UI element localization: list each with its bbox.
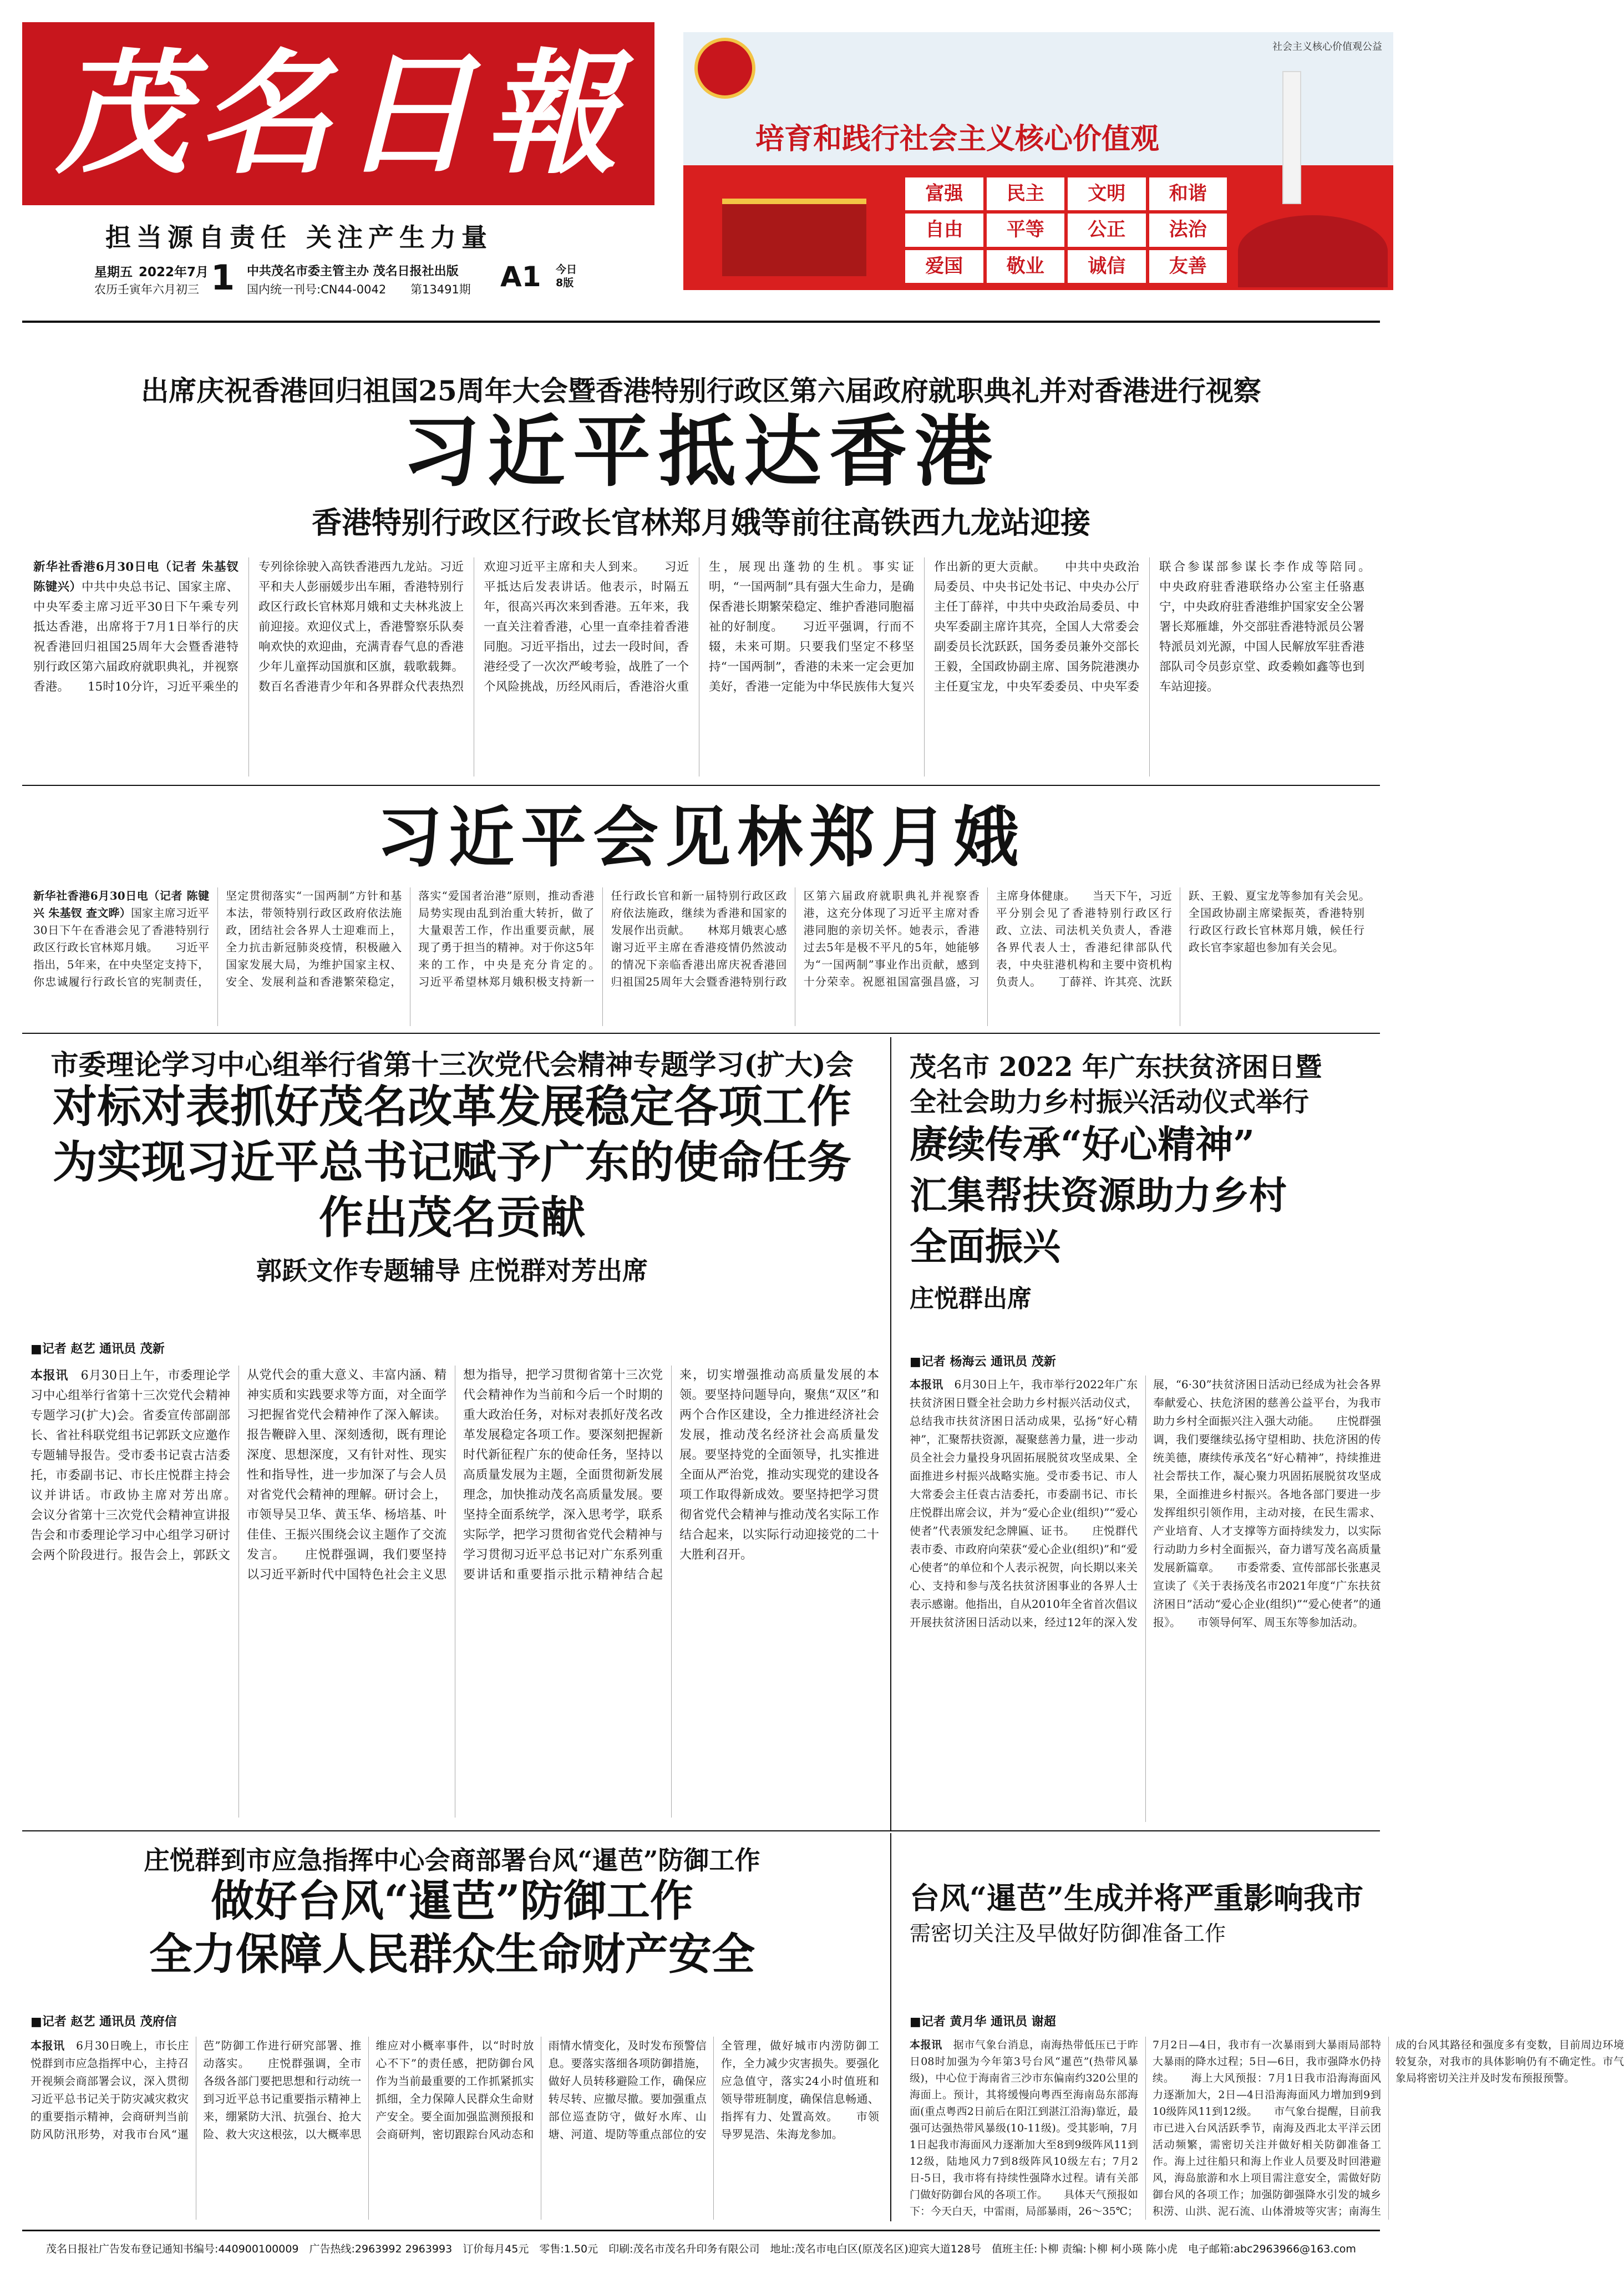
story2-body [33,887,1387,1026]
masthead-dateline [94,257,688,300]
story3-text: 6月30日上午，市委理论学习中心组举行省第十三次党代会精神专题学习(扩大)会。省委宣传部副部长、省社科联党组书记郭跃文应邀作专题辅导报告。受市委书记袁古洁委托，市委副书记、市长庄悦群主持会议并讲话。市政协主席对芳出席。 会议分省第十三次党代会精神宣讲报告会和市委理论学习中心组学习研讨会两个阶段进行。报告会上，郭跃文从党代会的重大意义、丰富内涵、精神实质和实践要求等方面，对全面学习把握省党代会精神作了深入解读。报告鞭辟入里、深刻透彻，既有理论深度、思想深度，又有针对性、现实性和指导性，进一步加深了与会人员对省党代会精神的理解。研讨会上，市领导吴卫华、黄玉华、杨培基、叶佳佳、王振兴围绕会议主题作了交流发言。 庄悦群强调，我们要坚持以习近平新时代中国特色社会主义思想为指导，把学习贯彻省第十三次党代会精神作为当前和今后一个时期的重大政治任务，对标对表抓好茂名改革发展稳定各项工作。要深刻把握新时代新征程广东的使命任务，坚持以高质量发展为主题，全面贯彻新发展理念，加快推动茂名高质量发展。要坚持全面系统学，深入思考学，联系实际学，把学习贯彻省党代会精神与学习贯彻习近平总书记对广东系列重要讲话和重要指示批示精神结合起来，切实增强推动高质量发展的本领。要坚持问题导向，聚焦“双区”和两个合作区建设，全力推进经济社会发展，推动茂名经济社会高质量发展。要坚持党的全面领导，扎实推进全面从严治党，推动实现党的建设各项工作取得新成效。要坚持把学习贯彻省党代会精神与推动茂名实际工作结合起来，以实际行动迎接党的二十大胜利召开。 [31,1368,879,1582]
section-rule [22,1033,1380,1034]
story3-byline: ■记者 赵艺 通讯员 茂新 [31,1342,165,1356]
masthead-rule [22,321,1380,323]
issue-number: 第13491期 [410,283,471,296]
issue-day: 1 [211,257,235,298]
story5-headline-line2: 全力保障人民群众生命财产安全 [149,1929,755,1980]
story5-text: 6月30日晚上，市长庄悦群到市应急指挥中心，主持召开视频会商部署会议，深入贯彻习近平总书记关于防灾减灾救灾的重要指示精神，会商研判当前防风防汛形势，对我市台风“暹芭”防御工作进行研究部署、推动落实。 庄悦群强调，全市各级各部门要把思想和行动统一到习近平总书记重要指示精神上来，绷紧防大汛、抗强台、抢大险、救大灾这根弦，以大概率思维应对小概率事件，以“时时放心不下”的责任感，把防御台风作为当前最重要的工作抓紧抓实抓细，全力保障人民群众生命财产安全。要全面加强监测预报和会商研判，密切跟踪台风动态和雨情水情变化，及时发布预警信息。要落实落细各项防御措施，做好人员转移避险工作，确保应转尽转、应撤尽撤。要加强重点部位巡查防守，做好水库、山塘、河道、堤防等重点部位的安全管理，做好城市内涝防御工作，全力减少灾害损失。要强化应急值守，落实24小时值班和领导带班制度，确保信息畅通、指挥有力、处置高效。 市领导罗晃浩、朱海龙参加。 [31,2039,879,2141]
column-divider [890,1833,891,2221]
value-item: 友善 [1149,250,1227,283]
values-banner [683,32,1393,290]
story5-headline-line1: 做好台风“暹芭”防御工作 [211,1876,693,1926]
value-item: 公正 [1068,214,1146,246]
story1-body [33,557,1389,776]
story1-kicker: 出席庆祝香港回归祖国25周年大会暨香港特别行政区第六届政府就职典礼并对香港进行视察 [141,374,1261,407]
story6-headline: 台风“暹芭”生成并将严重影响我市 [910,1880,1364,1916]
story6-lead: 本报讯 [910,2039,942,2051]
footer-info: 茂名日报社广告发布登记通知书编号:440900100009 广告热线:2963992 2963993 订价每月45元 零售:1.50元 印刷:茂名市茂名升印务有限公司 地址:茂名市电白区(原茂名区)迎宾大道128号 值班主任:卜柳 责编:卜柳 柯小瑛 陈小虎 电子邮箱:abc2963966@163.com [46,2243,1356,2255]
masthead-logo [22,22,654,205]
story3-headline-line3: 作出茂名贡献 [319,1191,585,1244]
issue-date: 2022年7月 [139,265,209,280]
story1-subhead: 香港特别行政区行政长官林郑月娥等前往高铁西九龙站迎接 [312,505,1090,540]
story5-body [31,2037,879,2220]
section-rule [22,785,1380,786]
cn-number: 国内统一刊号:CN44-0042 [247,283,387,296]
story2-headline: 习近平会见林郑月娥 [376,799,1026,876]
story3-kicker: 市委理论学习中心组举行省第十三次党代会精神专题学习(扩大)会 [50,1048,854,1081]
story6-text: 据市气象台消息，南海热带低压已于昨日08时加强为今年第3号台风“暹芭”(热带风暴级)，中心位于海南省三沙市东偏南约320公里的海面上。预计，其将缓慢向粤西至海南岛东部海面(重点粤西2日前后在阳江到湛江沿海)靠近，最强可达强热带风暴级(10-11级)。受其影响，7月1日起我市海面风力逐渐加大至8到9级阵风11到12级，陆地风力7到8级阵风10级左右；7月2日-5日，我市将有持续性强降水过程。请有关部门做好防御台风的各项工作。 具体天气预报如下：今天白天，中雷雨，局部暴雨，26～35℃；7月2日—4日，我市有一次暴雨到大暴雨局部特大暴雨的降水过程；5日—6日，我市强降水仍持续。 海上大风预报：7月1日我市沿海海面风力逐渐加大，2日—4日沿海海面风力增加到9到10级阵风11到12级。 市气象台提醒，目前我市已进入台风活跃季节，南海及西北太平洋云团活动频繁，需密切关注并做好相关防御准备工作。海上过往船只和海上作业人员要及时回港避风，海岛旅游和水上项目需注意安全，需做好防御台风的各项工作；加强防御强降水引发的城乡积涝、山洪、泥石流、山体滑坡等灾害；南海生成的台风其路径和强度多有变数，目前周边环境较复杂，对我市的具体影响仍有不确定性。市气象局将密切关注并及时发布预报预警。 [910,2039,1624,2217]
value-item: 爱国 [905,250,983,283]
weekday: 星期五 [94,265,133,280]
story1-headline: 习近平抵达香港 [402,407,1000,498]
value-item: 诚信 [1068,250,1146,283]
footer-rule [22,2230,1380,2231]
column-divider [890,1037,891,1830]
page-code: A1 [500,261,541,293]
story3-body [31,1366,879,1818]
value-item: 平等 [987,214,1065,246]
banner-ad-label: 社会主义核心价值观公益 [1272,41,1382,53]
story4-body [910,1376,1381,1822]
value-item: 文明 [1068,177,1146,210]
story3-headline-line2: 为实现习近平总书记赋予广东的使命任务 [53,1136,851,1188]
story3-subhead: 郭跃文作专题辅导 庄悦群对芳出席 [256,1256,648,1286]
masthead-title: 茂名日報 [55,35,628,192]
value-item: 敬业 [987,250,1065,283]
masthead-slogan: 担当源自责任 关注产生力量 [105,222,493,252]
value-item: 自由 [905,214,983,246]
story1-lead: 新华社香港6月30日电（记者 朱基钗 陈键兴） [33,560,238,594]
banner-building [722,199,866,276]
story4-kicker-line2: 全社会助力乡村振兴活动仪式举行 [910,1087,1310,1118]
value-item: 和谐 [1149,177,1227,210]
story5-kicker: 庄悦群到市应急指挥中心会商部署台风“暹芭”防御工作 [144,1845,760,1875]
story6-byline: ■记者 黄月华 通讯员 谢超 [910,2015,1056,2029]
story4-kicker-line1: 茂名市 2022 年广东扶贫济困日暨 [910,1052,1322,1083]
lunar-date: 农历壬寅年六月初三 [94,283,199,296]
value-item: 富强 [905,177,983,210]
story6-body [910,2037,1624,2220]
section-rule [22,1830,1380,1831]
story4-headline-line1: 赓续传承“好心精神” [910,1123,1255,1167]
value-item: 民主 [987,177,1065,210]
publisher: 中共茂名市委主管主办 茂名日报社出版 [247,265,459,278]
story5-byline: ■记者 赵艺 通讯员 茂府信 [31,2015,177,2029]
story6-subhead: 需密切关注及早做好防御准备工作 [910,1921,1226,1946]
banner-pillar-icon [1282,71,1301,204]
story4-text: 6月30日上午，我市举行2022年广东扶贫济困日暨全社会助力乡村振兴活动仪式，总结我市扶贫济困日活动成果，弘扬“好心精神”，汇聚帮扶资源，凝聚慈善力量，进一步动员全社会力量投身巩固拓展脱贫攻坚成果、全面推进乡村振兴战略实施。受市委书记、市人大常委会主任袁古洁委托，市委副书记、市长庄悦群出席会议，并为“爱心企业(组织)”“爱心使者”代表颁发纪念牌匾、证书。 庄悦群代表市委、市政府向荣获“爱心企业(组织)”和“爱心使者”的单位和个人表示祝贺，向长期以来关心、支持和参与茂名扶贫济困事业的各界人士表示感谢。他指出，自从2010年全省首次倡议开展扶贫济困日活动以来，经过12年的深入发展，“6·30”扶贫济困日活动已经成为社会各界奉献爱心、扶危济困的慈善公益平台，为我市助力乡村全面振兴注入强大动能。 庄悦群强调，我们要继续弘扬守望相助、扶危济困的传统美德，赓续传承茂名“好心精神”，持续推进社会帮扶工作，凝心聚力巩固拓展脱贫攻坚成果，全面推进乡村振兴。各地各部门要进一步发挥组织引领作用，主动对接，在民生需求、产业培育、人才支撑等方面持续发力，以实际行动助力乡村全面振兴，奋力谱写茂名高质量发展新篇章。 市委常委、宣传部部长张惠灵宣读了《关于表扬茂名市2021年度“广东扶贫济困日”活动“爱心企业(组织)”“爱心使者”的通报》。 市领导何军、周玉东等参加活动。 [910,1378,1381,1629]
story1-text: 中共中央总书记、国家主席、中央军委主席习近平30日下午乘专列抵达香港，出席将于7月1日举行的庆祝香港回归祖国25周年大会暨香港特别行政区第六届政府就职典礼，并视察香港。 15时10分许，习近平乘坐的专列徐徐驶入高铁香港西九龙站。习近平和夫人彭丽媛步出车厢，香港特别行政区行政长官林郑月娥和丈夫林兆波上前迎接。欢迎仪式上，香港警察乐队奏响欢快的欢迎曲，充满青春气息的香港少年儿童挥动国旗和区旗，载歌载舞。数百名香港青少年和各界群众代表热烈欢迎习近平主席和夫人到来。 习近平抵达后发表讲话。他表示，时隔五年，很高兴再次来到香港。五年来，我一直关注着香港，心里一直牵挂着香港同胞。习近平指出，过去一段时间，香港经受了一次次严峻考验，战胜了一个个风险挑战，历经风雨后，香港浴火重生，展现出蓬勃的生机。事实证明，“一国两制”具有强大生命力，是确保香港长期繁荣稳定、维护香港同胞福祉的好制度。 习近平强调，行而不辍，未来可期。只要我们坚定不移坚持“一国两制”，香港的未来一定会更加美好，香港一定能为中华民族伟大复兴作出新的更大贡献。 中共中央政治局委员、中央书记处书记、中央办公厅主任丁薛祥，中共中央政治局委员、中央军委副主席许其亮，全国人大常委会副委员长沈跃跃，国务委员兼外交部长王毅，全国政协副主席、国务院港澳办主任夏宝龙，中央军委委员、中央军委联合参谋部参谋长李作成等陪同。 中央政府驻香港联络办公室主任骆惠宁，中央政府驻香港维护国家安全公署署长郑雁雄，外交部驻香港特派员公署特派员刘光源，中国人民解放军驻香港部队司令员彭京堂、政委赖如鑫等也到车站迎接。 [33,560,1389,694]
story4-headline-line2: 汇集帮扶资源助力乡村 [910,1174,1287,1218]
banner-title: 培育和践行社会主义核心价值观 [755,122,1160,156]
story5-lead: 本报讯 [31,2039,65,2052]
pages-today: 今日 8版 [556,263,577,289]
story3-headline-line1: 对标对表抓好茂名改革发展稳定各项工作 [53,1080,851,1133]
banner-flowers [1238,215,1388,287]
story4-headline-line3: 全面振兴 [910,1225,1061,1269]
values-grid [905,177,1227,283]
story2-lead: 新华社香港6月30日电（记者 陈键兴 朱基钗 查文晔） [33,889,210,920]
story4-byline: ■记者 杨海云 通讯员 茂新 [910,1355,1056,1369]
story2-text: 国家主席习近平30日下午在香港会见了香港特别行政区行政长官林郑月娥。 习近平指出，5年来，在中央坚定支持下，你忠诚履行行政长官的宪制责任，坚定贯彻落实“一国两制”方针和基本法，带领特别行政区政府依法施政，团结社会各界人士迎难而上，全力抗击新冠肺炎疫情，积极融入国家发展大局，为维护国家主权、安全、发展利益和香港繁荣稳定，落实“爱国者治港”原则，推动香港局势实现由乱到治重大转折，做了大量艰苦工作，作出重要贡献，展现了勇于担当的精神。对于你这5年来的工作，中央是充分肯定的。 习近平希望林郑月娥积极支持新一任行政长官和新一届特别行政区政府依法施政，继续为香港和国家的发展作出贡献。 林郑月娥衷心感谢习近平主席在香港疫情仍然波动的情况下亲临香港出席庆祝香港回归祖国25周年大会暨香港特别行政区第六届政府就职典礼并视察香港，这充分体现了习近平主席对香港同胞的亲切关怀。她表示，香港过去5年是极不平凡的5年，她能够为“一国两制”事业作出贡献，感到十分荣幸。祝愿祖国富强昌盛，习主席身体健康。 当天下午，习近平分别会见了香港特别行政区行政、立法、司法机关负责人，香港各界代表人士，香港纪律部队代表，中央驻港机构和主要中资机构负责人。 丁薛祥、许其亮、沈跃跃、王毅、夏宝龙等参加有关会见。 全国政协副主席梁振英，香港特别行政区行政长官林郑月娥，候任行政长官李家超也参加有关会见。 [33,889,1387,988]
banner-logo-icon [694,38,755,99]
value-item: 法治 [1149,214,1227,246]
story4-subhead: 庄悦群出席 [910,1285,1032,1313]
story4-lead: 本报讯 [910,1378,943,1391]
story3-lead: 本报讯 [31,1368,68,1383]
